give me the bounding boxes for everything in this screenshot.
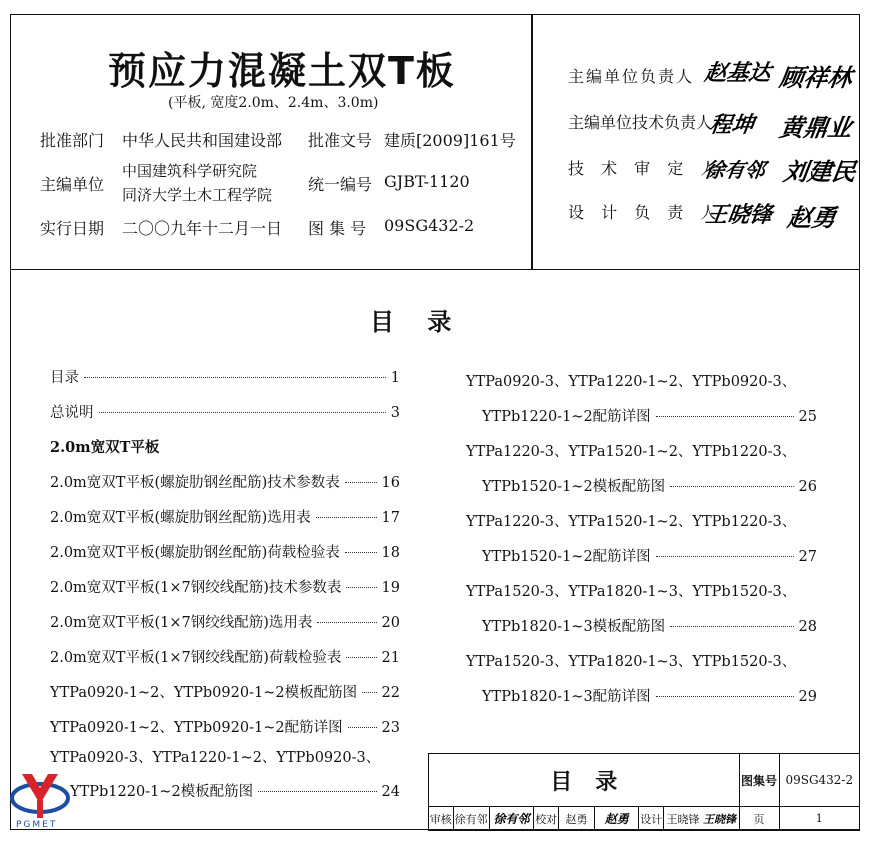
toc-item-cont[interactable]	[482, 685, 817, 706]
info-value-approval-no: 建质[2009]161号	[384, 131, 516, 150]
toc-leader	[316, 517, 377, 518]
toc-leader	[656, 556, 794, 557]
toc-leader	[345, 482, 377, 483]
title-block-check-sign	[595, 807, 639, 831]
toc-item[interactable]	[50, 611, 400, 632]
toc-leader	[317, 622, 376, 623]
toc-leader	[670, 626, 793, 627]
signature-1b: 顾祥林	[777, 63, 854, 92]
toc-item-text: 2.0m宽双T平板(1×7钢绞线配筋)技术参数表	[50, 580, 342, 596]
toc-item-text: YTPa0920-1~2、YTPb0920-1~2配筋详图	[50, 720, 343, 736]
document-title: 预应力混凝土双T板	[108, 49, 456, 93]
role-chief-unit-tech-head: 主编单位技术负责人	[568, 113, 713, 132]
toc-leader	[670, 486, 793, 487]
info-label-effective-date: 实行日期	[40, 219, 105, 238]
signature-2b: 黄鼎业	[777, 113, 854, 142]
info-value-approval-dept: 中华人民共和国建设部	[122, 131, 283, 150]
signature-3b: 刘建民	[781, 157, 858, 186]
info-label-approval-no: 批准文号	[308, 131, 373, 150]
toc-item[interactable]	[50, 681, 400, 702]
toc-leader	[362, 692, 376, 693]
toc-item[interactable]	[50, 746, 380, 767]
title-block-design-cell	[663, 807, 739, 831]
toc-item-text: 目录	[50, 370, 79, 386]
toc-item-text: YTPb1820-1~3配筋详图	[482, 689, 651, 705]
toc-item[interactable]	[466, 580, 796, 601]
design-signature: 王晓锋	[703, 812, 736, 826]
toc-item[interactable]	[50, 541, 400, 562]
toc-item-text: YTPa1520-3、YTPa1820-1~3、YTPb1520-3、	[466, 654, 797, 670]
toc-heading: 目 录	[370, 307, 452, 336]
signature-1a: 赵基达	[702, 60, 773, 86]
toc-item-cont[interactable]	[70, 780, 400, 801]
toc-section-heading	[50, 436, 159, 457]
toc-item[interactable]	[466, 650, 796, 671]
title-block-review-label: 审核	[429, 807, 454, 831]
title-block-page-value: 1	[779, 807, 859, 831]
toc-item[interactable]	[466, 440, 796, 461]
publisher-logo	[8, 770, 72, 834]
toc-item-page: 3	[390, 405, 400, 421]
toc-item-page: 21	[381, 650, 400, 666]
title-block-review-sign	[489, 807, 534, 831]
info-value-chief-unit-2: 同济大学土木工程学院	[122, 186, 273, 204]
toc-item-page: 20	[381, 615, 400, 631]
toc-item-cont[interactable]	[482, 405, 817, 426]
title-block-check-name: 赵勇	[558, 807, 594, 831]
toc-leader	[656, 696, 794, 697]
signature-4a: 王晓锋	[703, 202, 774, 228]
info-label-approval-dept: 批准部门	[40, 131, 105, 150]
info-value-unified-no: GJBT-1120	[384, 172, 470, 191]
toc-item-text: YTPa1220-3、YTPa1520-1~2、YTPb1220-3、	[466, 514, 797, 530]
toc-item[interactable]	[50, 646, 400, 667]
toc-item-page: 18	[381, 545, 400, 561]
title-block-atlas-value: 09SG432-2	[779, 754, 859, 807]
toc-leader	[348, 727, 377, 728]
toc-leader	[346, 587, 376, 588]
toc-item-text: YTPa0920-3、YTPa1220-1~2、YTPb0920-3、	[50, 750, 381, 766]
info-label-atlas-no: 图 集 号	[308, 219, 367, 238]
toc-leader	[656, 416, 794, 417]
toc-item-text: 2.0m宽双T平板(螺旋肋钢丝配筋)技术参数表	[50, 475, 340, 491]
toc-item-text: 2.0m宽双T平板(1×7钢绞线配筋)荷载检验表	[50, 650, 342, 666]
toc-item[interactable]	[466, 370, 796, 391]
toc-item[interactable]	[50, 576, 400, 597]
signature-3a: 徐有邻	[703, 158, 767, 182]
toc-item-page: 27	[798, 549, 817, 565]
logo-emblem-icon	[8, 770, 72, 822]
toc-item-page: 19	[381, 580, 400, 596]
role-design-head: 设 计 负 责 人	[568, 203, 723, 222]
title-block-design-name: 王晓锋	[666, 812, 700, 826]
toc-item-text: YTPb1220-1~2配筋详图	[482, 409, 651, 425]
info-label-chief-unit: 主编单位	[40, 175, 105, 194]
info-value-effective-date: 二〇〇九年十二月一日	[122, 219, 283, 238]
toc-item-page: 25	[798, 409, 817, 425]
info-value-atlas-no: 09SG432-2	[384, 216, 475, 235]
toc-item-text: YTPa1220-3、YTPa1520-1~2、YTPb1220-3、	[466, 444, 797, 460]
check-signature: 赵勇	[604, 812, 629, 826]
toc-item-text: YTPb1820-1~3模板配筋图	[482, 619, 666, 635]
logo-text: PGMET	[16, 820, 58, 830]
toc-item-cont[interactable]	[482, 615, 817, 636]
info-label-unified-no: 统一编号	[308, 175, 373, 194]
toc-item-text: 2.0m宽双T平板(螺旋肋钢丝配筋)选用表	[50, 510, 311, 526]
toc-item[interactable]	[50, 366, 400, 387]
toc-item[interactable]	[50, 401, 400, 422]
toc-item-text: YTPa0920-3、YTPa1220-1~2、YTPb0920-3、	[466, 374, 797, 390]
toc-item-text: 2.0m宽双T平板(螺旋肋钢丝配筋)荷载检验表	[50, 545, 340, 561]
role-chief-unit-head: 主编单位负责人	[568, 67, 695, 86]
toc-item-page: 17	[381, 510, 400, 526]
title-block-atlas-label: 图集号	[739, 754, 779, 807]
toc-item[interactable]	[50, 506, 400, 527]
header-divider	[531, 14, 533, 270]
toc-item-text: YTPb1520-1~2配筋详图	[482, 549, 651, 565]
title-block-title: 目 录	[429, 754, 740, 807]
document-subtitle: (平板, 宽度2.0m、2.4m、3.0m)	[168, 95, 379, 111]
toc-leader	[258, 791, 376, 792]
toc-item-page: 29	[798, 689, 817, 705]
toc-item-text: 2.0m宽双T平板(1×7钢绞线配筋)选用表	[50, 615, 313, 631]
signature-2a: 程坤	[707, 112, 756, 138]
toc-leader	[99, 412, 386, 413]
toc-item[interactable]	[466, 510, 796, 531]
toc-item-page: 24	[381, 784, 400, 800]
toc-item-text: 总说明	[50, 405, 94, 421]
toc-item-page: 28	[798, 619, 817, 635]
toc-item-page: 16	[381, 475, 400, 491]
toc-leader	[345, 552, 377, 553]
toc-item-text: YTPb1220-1~2模板配筋图	[70, 784, 254, 800]
toc-item-text: YTPb1520-1~2模板配筋图	[482, 479, 666, 495]
toc-item-page: 22	[381, 685, 400, 701]
toc-leader	[346, 657, 376, 658]
toc-item-cont[interactable]	[482, 475, 817, 496]
toc-item[interactable]	[50, 716, 400, 737]
signature-4b: 赵勇	[785, 203, 838, 232]
toc-item-text: YTPa1520-3、YTPa1820-1~3、YTPb1520-3、	[466, 584, 797, 600]
info-value-chief-unit-1: 中国建筑科学研究院	[122, 162, 258, 180]
title-block-check-label: 校对	[534, 807, 559, 831]
toc-item[interactable]	[50, 471, 400, 492]
toc-item-cont[interactable]	[482, 545, 817, 566]
title-block-page-label: 页	[739, 807, 779, 831]
title-block-design-label: 设计	[639, 807, 664, 831]
title-block-review-name: 徐有邻	[453, 807, 489, 831]
toc-leader	[84, 377, 386, 378]
review-signature: 徐有邻	[493, 812, 530, 826]
title-block	[428, 753, 860, 831]
toc-item-page: 23	[381, 720, 400, 736]
toc-item-page: 1	[390, 370, 400, 386]
toc-item-text: YTPa0920-1~2、YTPb0920-1~2模板配筋图	[50, 685, 358, 701]
toc-item-text: 2.0m宽双T平板	[50, 439, 160, 456]
role-tech-reviewer: 技 术 审 定 人	[568, 159, 723, 178]
toc-item-page: 26	[798, 479, 817, 495]
